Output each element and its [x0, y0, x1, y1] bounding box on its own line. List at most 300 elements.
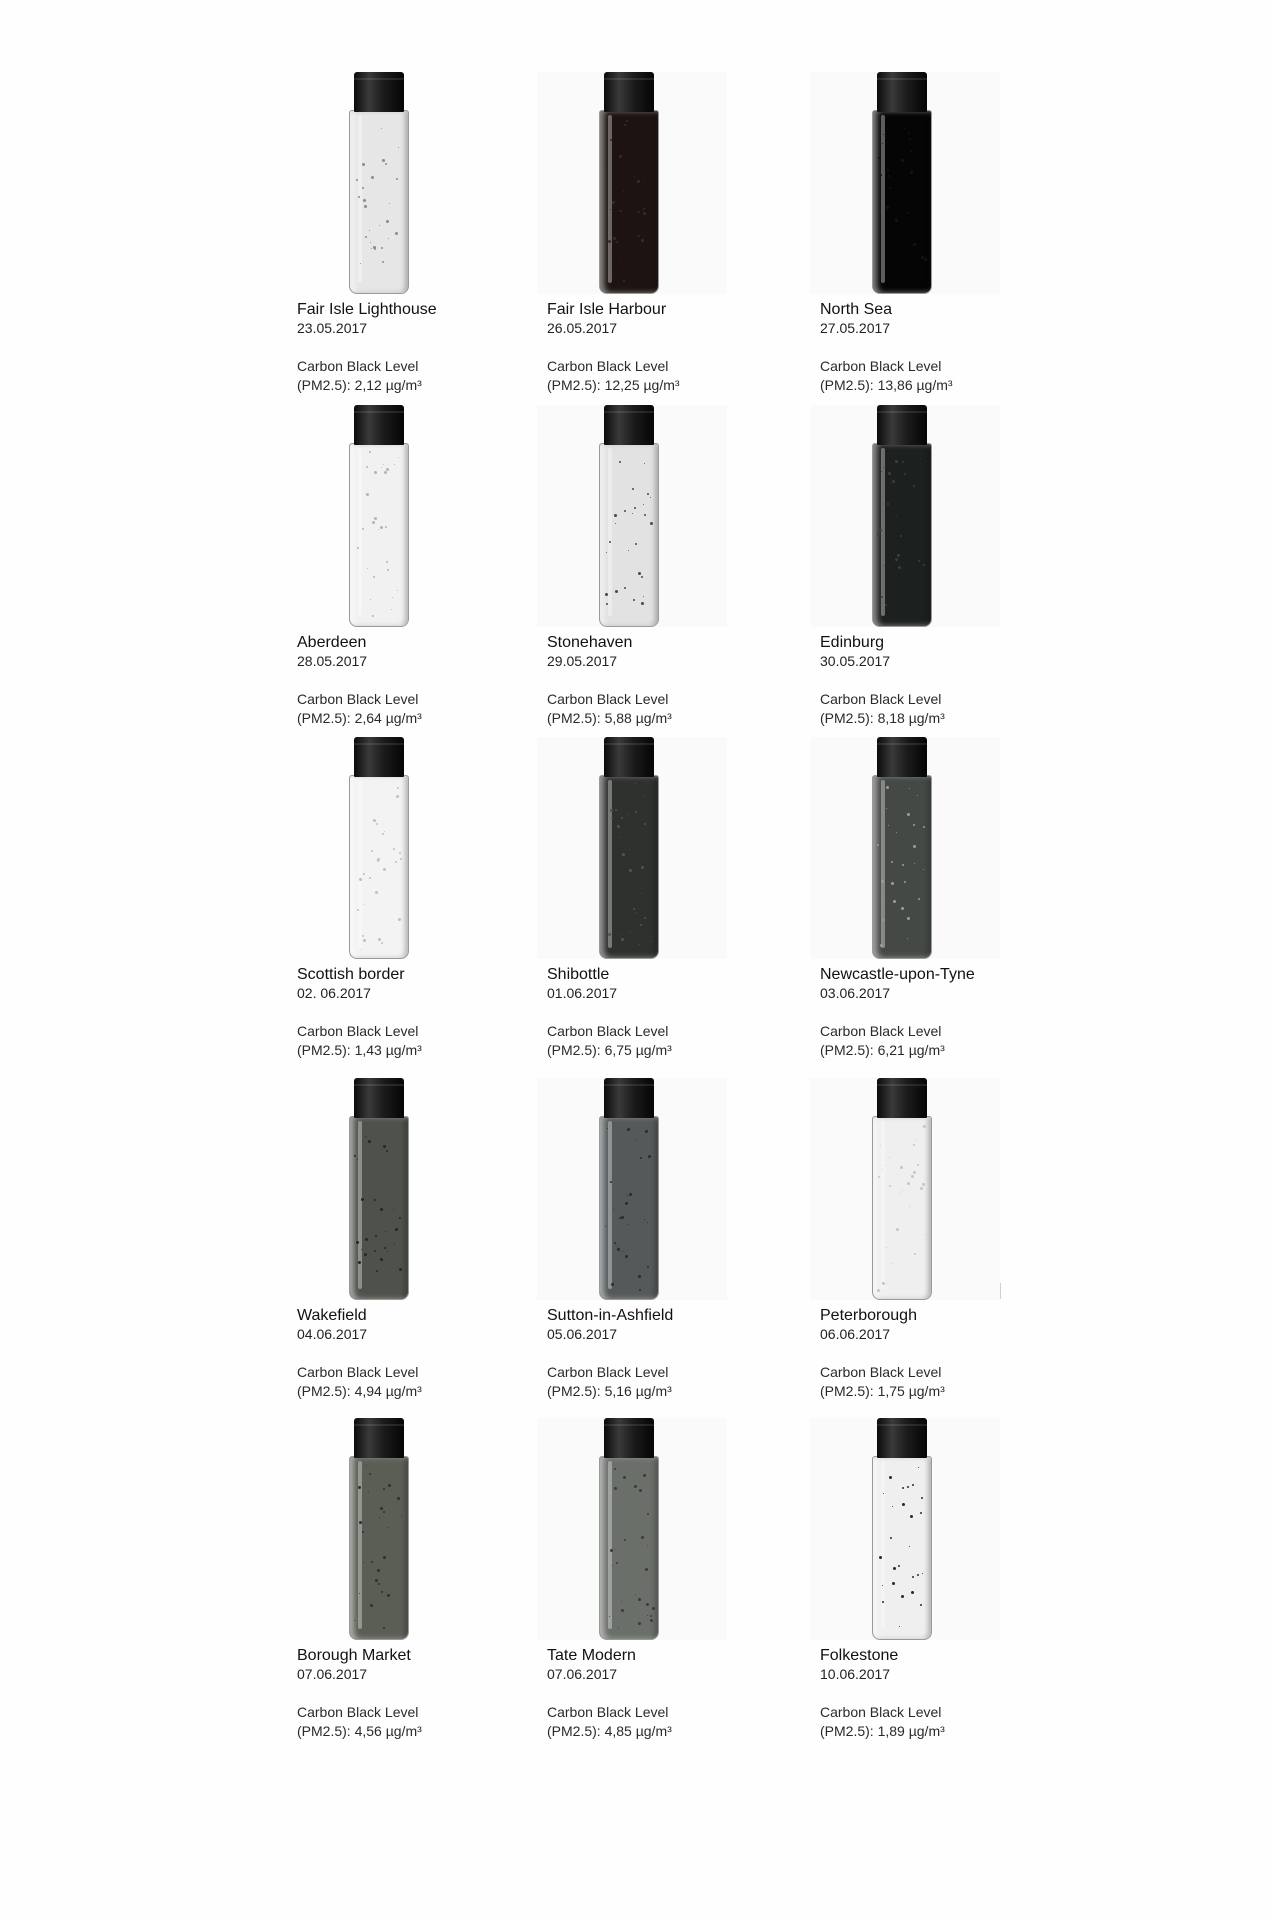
particle-speck [891, 861, 893, 863]
particle-speck [608, 240, 611, 243]
particle-speck [621, 1601, 622, 1602]
particle-speck [364, 904, 365, 905]
vial-photo [810, 1078, 1000, 1300]
metric-label: Carbon Black Level [297, 1023, 419, 1039]
particle-speck [632, 488, 634, 490]
particle-speck [361, 1249, 362, 1250]
metric-value: (PM2.5): 6,21 µg/m³ [820, 1042, 945, 1058]
particle-speck [650, 1615, 652, 1617]
particle-speck [381, 942, 383, 944]
particle-speck [639, 944, 640, 945]
particle-speck [356, 1241, 359, 1244]
vial-image [343, 72, 415, 294]
metric-label: Carbon Black Level [297, 1704, 419, 1720]
particle-speck [605, 593, 608, 596]
particle-speck [611, 1283, 614, 1286]
particle-speck [608, 933, 611, 936]
particle-speck [354, 1155, 356, 1157]
particle-speck [621, 1216, 624, 1219]
particle-speck [610, 809, 613, 812]
sample-location: Peterborough [820, 1307, 917, 1324]
particle-speck [618, 934, 619, 935]
vial-cap [354, 1418, 404, 1458]
particle-speck [382, 159, 385, 162]
particle-speck [887, 503, 889, 505]
particle-speck [886, 206, 889, 209]
metric-label: Carbon Black Level [297, 358, 419, 374]
particle-speck [635, 811, 637, 813]
particle-speck [370, 599, 371, 600]
particle-speck [391, 609, 392, 610]
particle-speck [913, 824, 915, 826]
particle-speck [375, 1235, 377, 1237]
particle-speck [383, 1488, 385, 1490]
particle-speck [880, 174, 882, 176]
particle-speck [903, 274, 904, 275]
particle-speck [361, 1198, 364, 1201]
particle-speck [374, 1199, 376, 1201]
particle-speck [380, 1258, 383, 1261]
particle-speck [372, 521, 375, 524]
particle-speck [396, 795, 399, 798]
particle-speck [357, 547, 359, 549]
particle-speck [617, 825, 620, 828]
particle-speck [923, 826, 925, 828]
metric-value: (PM2.5): 6,75 µg/m³ [547, 1042, 672, 1058]
metric-value: (PM2.5): 4,94 µg/m³ [297, 1383, 422, 1399]
particle-speck [908, 132, 910, 134]
particle-speck [357, 909, 359, 911]
sample-date: 05.06.2017 [547, 1326, 618, 1342]
particle-speck [398, 918, 401, 921]
metric-value: (PM2.5): 5,88 µg/m³ [547, 710, 672, 726]
particle-speck [354, 1620, 355, 1621]
vial-image [593, 72, 665, 294]
particle-speck [369, 877, 371, 879]
particle-speck [920, 1512, 922, 1514]
particle-speck [605, 1226, 606, 1227]
particle-speck [913, 243, 916, 246]
sample-location: Stonehaven [547, 634, 633, 651]
metric-label: Carbon Black Level [547, 1023, 669, 1039]
particle-speck [387, 569, 389, 571]
particle-speck [889, 1157, 890, 1158]
vial-image [593, 1078, 665, 1300]
vial-glass [872, 775, 932, 959]
particle-speck [609, 1616, 610, 1617]
sample-date: 07.06.2017 [297, 1666, 368, 1682]
sample-date: 23.05.2017 [297, 320, 368, 336]
vial-photo [810, 72, 1000, 294]
particle-speck [902, 461, 904, 463]
sample-card [297, 405, 527, 727]
particle-speck [892, 1582, 895, 1585]
metric-value: (PM2.5): 4,56 µg/m³ [297, 1723, 422, 1739]
particle-speck [383, 1145, 386, 1148]
particle-speck [382, 261, 384, 263]
metric-value: (PM2.5): 1,75 µg/m³ [820, 1383, 945, 1399]
particle-speck [358, 1261, 361, 1264]
particle-speck [359, 1521, 362, 1524]
particle-speck [614, 1468, 616, 1470]
particle-speck [360, 263, 361, 264]
particle-speck [614, 1487, 617, 1490]
particle-speck [384, 471, 387, 474]
particle-speck [625, 1202, 628, 1205]
particle-speck [386, 561, 388, 563]
particle-speck [907, 938, 908, 939]
particle-speck [387, 1527, 388, 1528]
particle-speck [647, 1545, 648, 1546]
particle-speck [650, 1619, 653, 1622]
particle-speck [369, 1473, 371, 1475]
particle-speck [917, 1164, 919, 1166]
particle-speck [901, 159, 904, 162]
particle-speck [651, 941, 652, 942]
particle-speck [374, 1250, 376, 1252]
particle-speck [378, 529, 379, 530]
particle-speck [617, 1248, 620, 1251]
particle-speck [396, 178, 398, 180]
particle-speck [900, 1166, 903, 1169]
particle-speck [373, 819, 376, 822]
particle-speck [368, 1491, 369, 1492]
particle-speck [878, 157, 880, 159]
particle-speck [605, 166, 606, 167]
particle-speck [643, 212, 646, 215]
vial-cap [877, 405, 927, 445]
vial-cap [354, 737, 404, 777]
particle-speck [901, 1595, 904, 1598]
vial-glass [349, 110, 409, 294]
particle-speck [629, 869, 632, 872]
particle-speck [880, 126, 881, 127]
particle-speck [910, 1515, 913, 1518]
metric-label: Carbon Black Level [297, 691, 419, 707]
particle-speck [920, 1187, 923, 1190]
vial-image [866, 72, 938, 294]
particle-speck [622, 1251, 623, 1252]
particle-speck [896, 1228, 899, 1231]
particle-speck [638, 1275, 641, 1278]
particle-speck [383, 464, 384, 465]
particle-speck [892, 480, 895, 483]
vial-image [866, 1078, 938, 1300]
sample-date: 02. 06.2017 [297, 985, 371, 1001]
particle-speck [612, 201, 615, 204]
particle-speck [889, 1476, 892, 1479]
vial-cap [354, 405, 404, 445]
vial-image [593, 1418, 665, 1640]
particle-speck [364, 205, 367, 208]
sample-location: Borough Market [297, 1647, 411, 1664]
particle-speck [881, 901, 882, 902]
particle-speck [610, 209, 611, 210]
particle-speck [881, 471, 882, 472]
particle-speck [622, 853, 625, 856]
metric-label: Carbon Black Level [547, 1364, 669, 1380]
particle-speck [364, 1253, 367, 1256]
metric-value: (PM2.5): 2,12 µg/m³ [297, 377, 422, 393]
particle-speck [913, 845, 916, 848]
sample-date: 27.05.2017 [820, 320, 891, 336]
particle-speck [392, 597, 393, 598]
particle-speck [645, 1568, 648, 1571]
particle-speck [896, 515, 897, 516]
particle-speck [397, 590, 398, 591]
particle-speck [913, 1144, 915, 1146]
particle-speck [618, 1628, 619, 1629]
particle-speck [924, 258, 927, 261]
vial-glass [599, 1456, 659, 1640]
particle-speck [370, 1604, 373, 1607]
particle-speck [368, 1140, 371, 1143]
particle-speck [895, 460, 898, 463]
particle-speck [400, 858, 402, 860]
particle-speck [907, 1182, 910, 1185]
particle-speck [385, 163, 387, 165]
particle-speck [627, 1128, 630, 1131]
particle-speck [647, 1266, 649, 1268]
particle-speck [900, 535, 902, 537]
particle-speck [652, 1607, 655, 1610]
particle-speck [379, 1517, 380, 1518]
particle-speck [896, 832, 897, 833]
particle-speck [614, 1242, 616, 1244]
vial-glass [349, 1116, 409, 1300]
particle-speck [883, 467, 884, 468]
particle-speck [639, 1489, 642, 1492]
particle-speck [380, 526, 383, 529]
sample-location: Newcastle-upon-Tyne [820, 966, 975, 983]
particle-speck [650, 497, 651, 498]
vial-glass [599, 775, 659, 959]
particle-speck [627, 1224, 628, 1225]
particle-speck [362, 1531, 364, 1533]
particle-speck [882, 919, 884, 921]
particle-speck [620, 837, 621, 838]
particle-speck [636, 1139, 637, 1140]
particle-speck [898, 1565, 900, 1567]
particle-speck [917, 795, 918, 796]
vial-photo [537, 1418, 727, 1640]
sample-card [297, 737, 527, 1059]
vial-cap [877, 737, 927, 777]
particle-speck [636, 912, 637, 913]
particle-speck [610, 1549, 613, 1552]
particle-speck [365, 1238, 368, 1241]
metric-label: Carbon Black Level [547, 691, 669, 707]
vial-glass [872, 1456, 932, 1640]
particle-speck [621, 1609, 624, 1612]
particle-speck [383, 1556, 386, 1559]
particle-speck [366, 466, 368, 468]
vial-glass [872, 443, 932, 627]
particle-speck [618, 210, 619, 211]
particle-speck [904, 473, 906, 475]
particle-speck [363, 199, 366, 202]
sample-location: Tate Modern [547, 1647, 636, 1664]
metric-label: Carbon Black Level [820, 1704, 942, 1720]
particle-speck [920, 458, 921, 459]
particle-speck [386, 468, 389, 471]
vial-cap [604, 1418, 654, 1458]
metric-label: Carbon Black Level [820, 1023, 942, 1039]
particle-speck [878, 1176, 880, 1178]
particle-speck [624, 124, 626, 126]
vial-photo [287, 405, 477, 627]
particle-speck [388, 1484, 391, 1487]
vial-glass [349, 775, 409, 959]
particle-speck [898, 566, 901, 569]
metric-value: (PM2.5): 5,16 µg/m³ [547, 1383, 672, 1399]
particle-speck [909, 1206, 910, 1207]
vial-photo [287, 1418, 477, 1640]
sample-location: Scottish border [297, 966, 405, 983]
particle-speck [920, 1604, 922, 1606]
vial-image [343, 737, 415, 959]
particle-speck [615, 809, 617, 811]
particle-speck [911, 1175, 914, 1178]
sample-date: 26.05.2017 [547, 320, 618, 336]
vial-cap [604, 405, 654, 445]
particle-speck [922, 1573, 923, 1574]
particle-speck [923, 564, 925, 566]
sample-location: Edinburg [820, 634, 885, 651]
particle-speck [893, 1567, 896, 1570]
particle-speck [644, 463, 645, 464]
particle-speck [380, 1208, 383, 1211]
vial-photo [537, 72, 727, 294]
particle-speck [880, 944, 883, 947]
particle-speck [638, 1622, 641, 1625]
particle-speck [643, 504, 644, 505]
particle-speck [629, 1193, 632, 1196]
particle-speck [901, 590, 902, 591]
metric-label: Carbon Black Level [820, 1364, 942, 1380]
particle-speck [633, 908, 635, 910]
particle-speck [395, 232, 398, 235]
vial-photo [537, 1078, 727, 1300]
particle-speck [914, 863, 915, 864]
particle-speck [641, 1536, 644, 1539]
particle-speck [647, 493, 649, 495]
particle-speck [882, 1282, 885, 1285]
particle-speck [882, 1585, 883, 1586]
particle-speck [903, 127, 905, 129]
particle-speck [877, 844, 879, 846]
sample-card [297, 72, 527, 394]
particle-speck [632, 513, 633, 514]
particle-speck [371, 1561, 373, 1563]
particle-speck [907, 1486, 909, 1488]
particle-speck [922, 121, 923, 122]
sample-location: Shibottle [547, 966, 610, 983]
particle-speck [634, 507, 636, 509]
particle-speck [395, 1228, 398, 1231]
particle-speck [394, 1244, 395, 1245]
vial-photo [287, 72, 477, 294]
particle-speck [361, 949, 362, 950]
vial-image [593, 405, 665, 627]
particle-speck [619, 155, 622, 158]
particle-speck [616, 241, 618, 243]
particle-speck [385, 1231, 386, 1232]
sample-date: 29.05.2017 [547, 653, 618, 669]
particle-speck [643, 208, 645, 210]
particle-speck [377, 1569, 380, 1572]
particle-speck [359, 878, 362, 881]
sample-location: North Sea [820, 301, 893, 318]
particle-speck [619, 1217, 621, 1219]
particle-speck [886, 1247, 887, 1248]
sample-location: Aberdeen [297, 634, 367, 651]
particle-speck [635, 783, 636, 784]
particle-speck [376, 823, 378, 825]
particle-speck [614, 514, 617, 517]
particle-speck [358, 1486, 361, 1489]
particle-speck [357, 1159, 358, 1160]
particle-speck [627, 1195, 628, 1196]
particle-speck [638, 572, 641, 575]
particle-speck [621, 938, 624, 941]
particle-speck [401, 1515, 402, 1516]
vial-photo [810, 737, 1000, 959]
particle-speck [902, 1503, 905, 1506]
sample-date: 03.06.2017 [820, 985, 891, 1001]
particle-speck [878, 561, 879, 562]
particle-speck [891, 882, 894, 885]
particle-speck [613, 1209, 614, 1210]
sample-card [820, 737, 1050, 1059]
metric-label: Carbon Black Level [547, 358, 669, 374]
particle-speck [913, 485, 915, 487]
particle-speck [910, 171, 913, 174]
particle-speck [362, 528, 364, 530]
particle-speck [359, 1593, 360, 1594]
particle-speck [641, 576, 643, 578]
particle-speck [644, 796, 645, 797]
vial-cap [354, 72, 404, 112]
particle-speck [365, 1136, 366, 1137]
particle-speck [617, 1246, 618, 1247]
particle-speck [381, 467, 382, 468]
particle-speck [644, 1219, 645, 1220]
particle-speck [624, 587, 626, 589]
particle-speck [892, 1506, 893, 1507]
particle-speck [612, 1565, 613, 1566]
particle-speck [375, 891, 378, 894]
particle-speck [370, 242, 371, 243]
particle-speck [363, 873, 365, 875]
sample-date: 04.06.2017 [297, 1326, 368, 1342]
metric-value: (PM2.5): 4,85 µg/m³ [547, 1723, 672, 1739]
particle-speck [912, 1576, 914, 1578]
particle-speck [918, 1467, 919, 1468]
particle-speck [637, 180, 640, 183]
particle-speck [638, 211, 640, 213]
particle-speck [399, 1268, 402, 1271]
metric-label: Carbon Black Level [297, 1364, 419, 1380]
particle-speck [895, 219, 898, 222]
sample-location: Fair Isle Harbour [547, 301, 667, 318]
particle-speck [880, 1145, 881, 1146]
particle-speck [907, 813, 910, 816]
sample-card [547, 405, 777, 727]
particle-speck [640, 1157, 642, 1159]
particle-speck [914, 1253, 916, 1255]
particle-speck [643, 1474, 646, 1477]
